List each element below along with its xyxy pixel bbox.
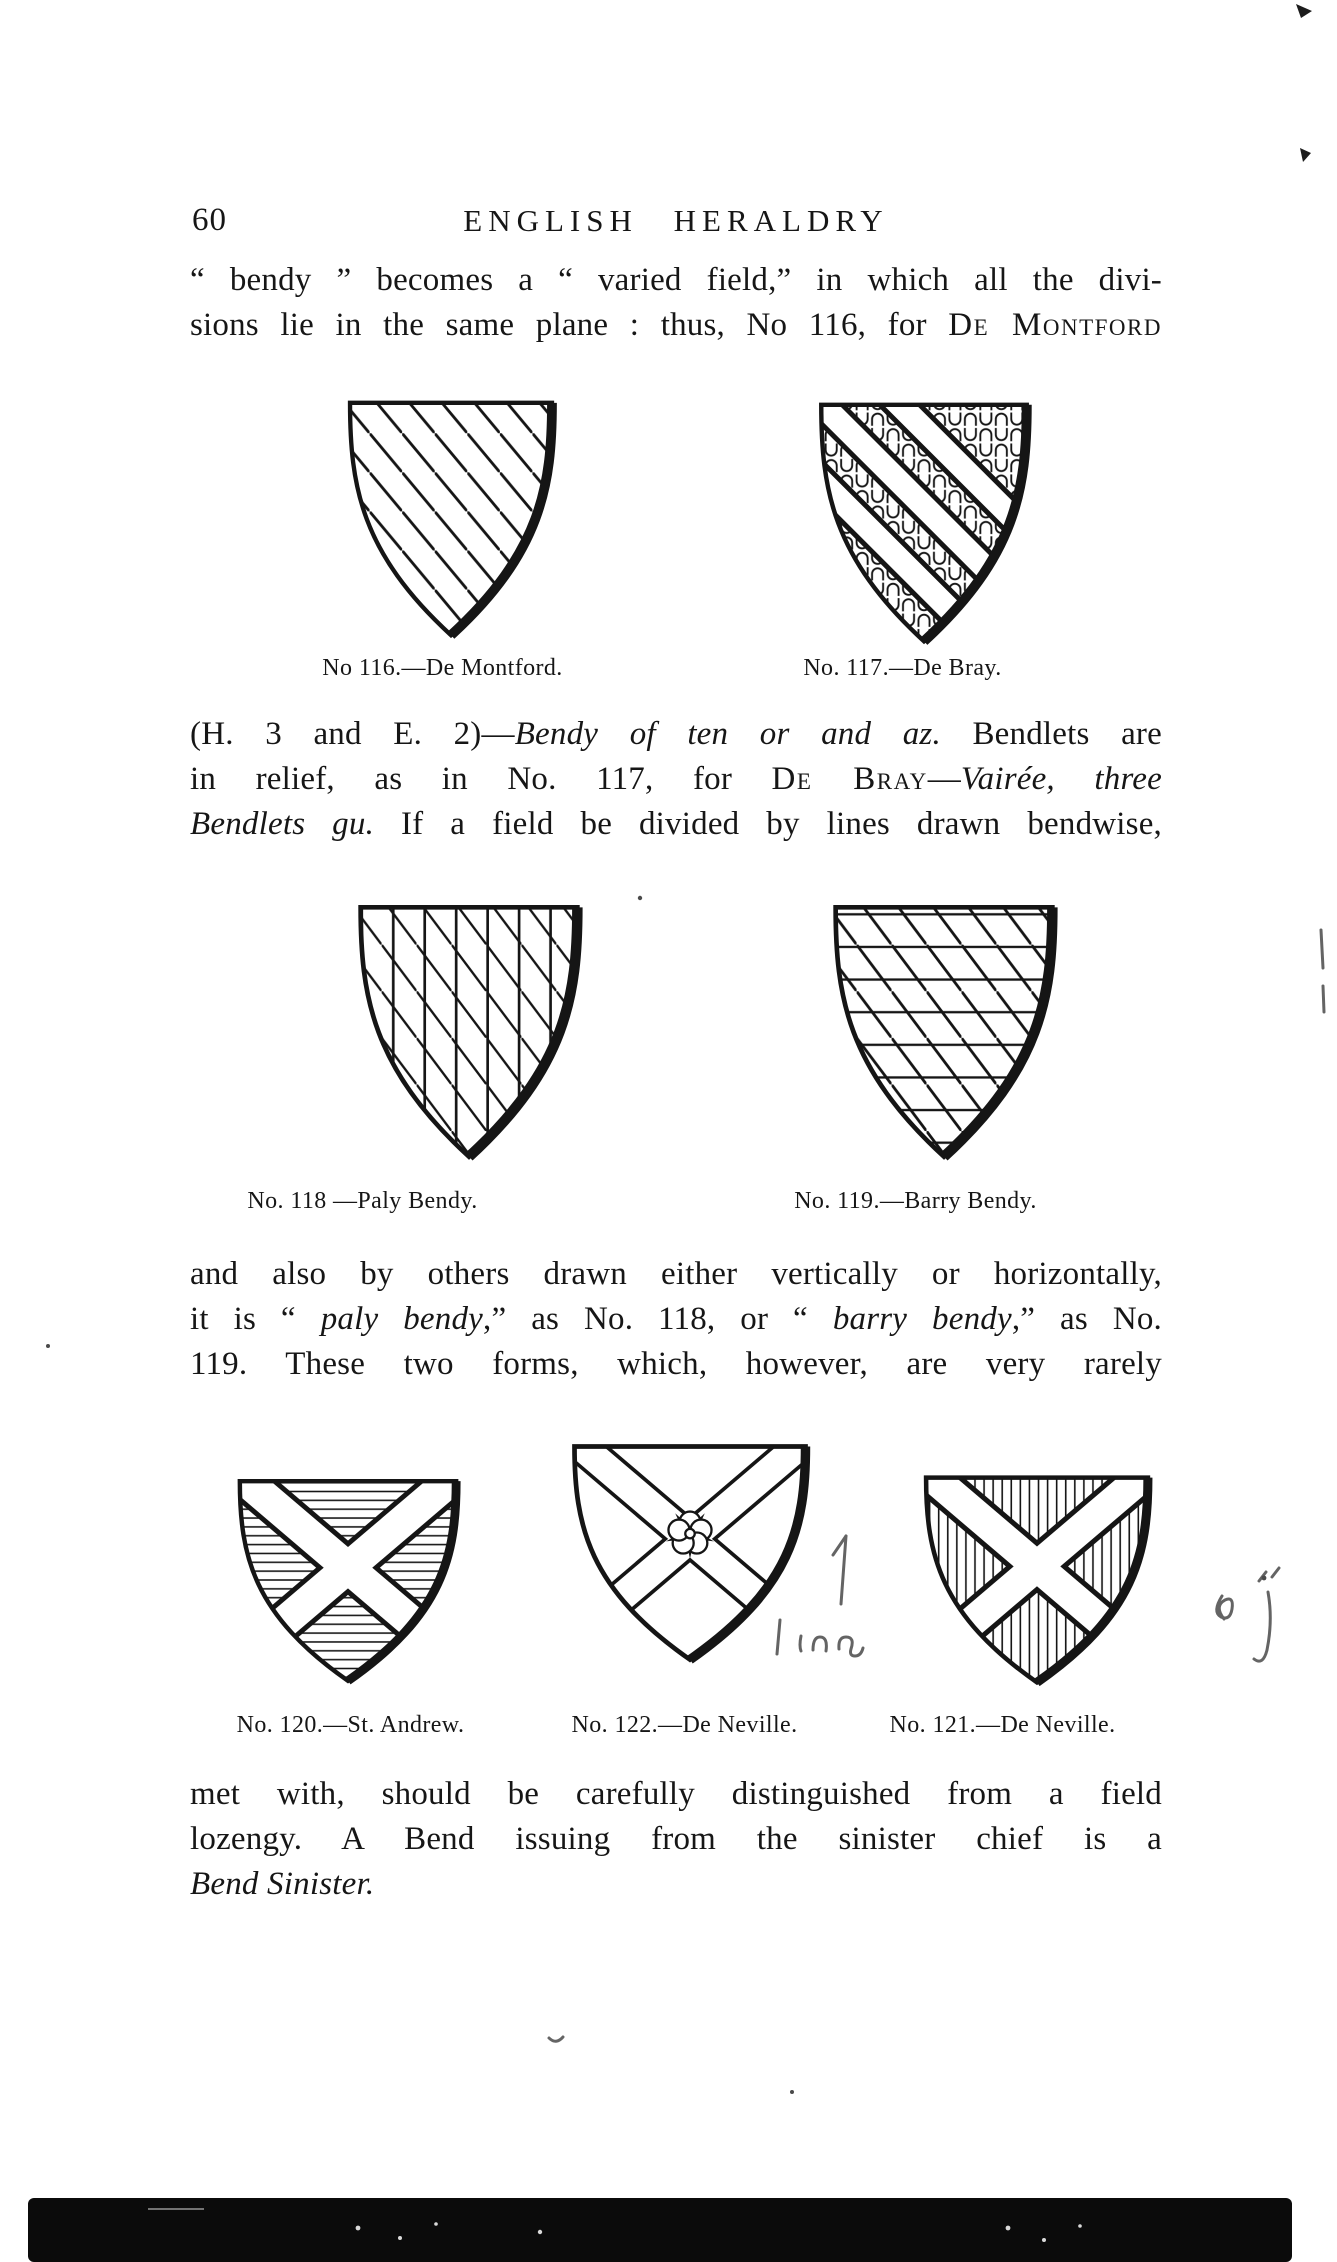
caption-117: No. 117.—De Bray. (803, 655, 1002, 681)
text-line: met with, should be carefully distinguished from a field (190, 1776, 1162, 1812)
paragraph-2 (190, 712, 1162, 847)
caption-120: No. 120.—St. Andrew. (236, 1712, 465, 1738)
paragraph-3 (190, 1252, 1162, 1387)
text-line: sions lie in the same plane : thus, No 116, for De Montford (190, 307, 1162, 343)
text-line: (H. 3 and E. 2)—Bendy of ten or and az. Bendlets are (190, 716, 1162, 752)
scan-artifact-bar (28, 2198, 1292, 2262)
caption-116: No 116.—De Montford. (322, 655, 563, 681)
shield-116-de-montford-illustration (337, 393, 565, 645)
text-line: lozengy. A Bend issuing from the sinister chief is a (190, 1821, 1162, 1857)
text-line: Bend Sinister. (190, 1866, 375, 1902)
text-line: Bendlets gu. If a field be divided by lines drawn bendwise, (190, 806, 1163, 842)
text-line: in relief, as in No. 117, for De Bray—Vairée, three (190, 761, 1162, 797)
shield-120-st-andrew-illustration (230, 1462, 466, 1698)
shield-118-paly-bendy-illustration (340, 898, 598, 1166)
page-title: ENGLISH HERALDRY (463, 203, 889, 238)
paragraph-1 (190, 258, 1162, 348)
text-line: it is “ paly bendy,” as No. 118, or “ barry bendy,” as No. (190, 1301, 1163, 1337)
text-line: and also by others drawn either vertically or horizontally, (190, 1256, 1162, 1292)
text-line: “ bendy ” becomes a “ varied field,” in which all the divi- (190, 262, 1162, 298)
caption-118: No. 118 —Paly Bendy. (247, 1188, 478, 1214)
caption-122: No. 122.—De Neville. (571, 1712, 798, 1738)
shield-117-de-bray-illustration (808, 391, 1040, 655)
text-line: 119. These two forms, which, however, are very rarely (190, 1346, 1162, 1382)
shield-121-de-neville-illustration (916, 1458, 1158, 1700)
caption-119: No. 119.—Barry Bendy. (794, 1188, 1037, 1214)
caption-121: No. 121.—De Neville. (889, 1712, 1116, 1738)
shield-122-de-neville-illustration (564, 1418, 816, 1686)
paragraph-4 (190, 1772, 1162, 1907)
shield-119-barry-bendy-illustration (813, 898, 1075, 1166)
page-number: 60 (192, 202, 227, 238)
